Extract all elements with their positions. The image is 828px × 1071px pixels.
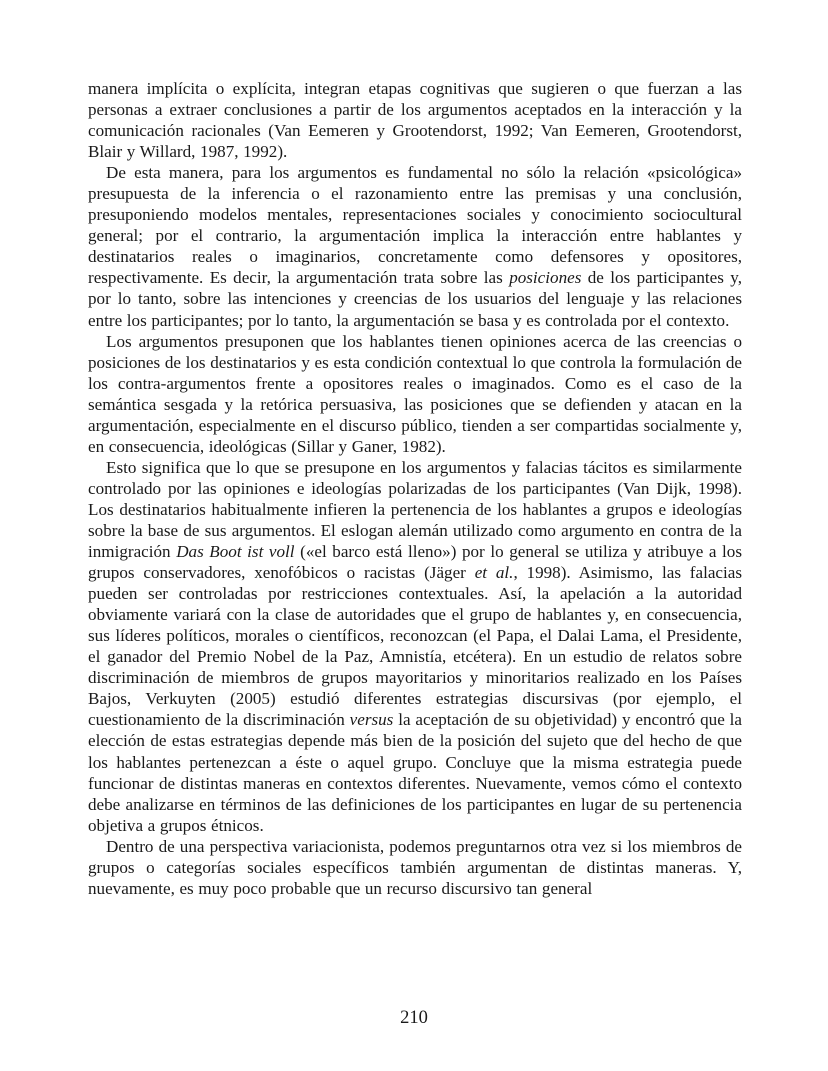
- paragraph: [88, 331, 742, 457]
- text-run: la aceptación de su objetividad) y encontró que la elección de estas estrategias depende más bien de la posición del sujeto que del hecho de que los hablantes pertenezcan a éste o aquel grupo. Concluye que la misma estrategia puede funcionar de distintas maneras en contextos diferentes. Nuevamente, vemos cómo el contexto debe analizarse en términos de las definiciones de los participantes en lugar de su pertenencia objetiva a grupos étnicos.: [88, 710, 743, 835]
- italic-text-run: et al.: [474, 563, 514, 583]
- paragraph: [88, 457, 742, 836]
- text-run: de los participantes y, por lo tanto, sobre las intenciones y creencias de los usuarios del lenguaje y las relaciones entre los participantes; por lo tanto, la argumentación se basa y es controlada por el contexto.: [88, 268, 742, 330]
- text-run: Dentro de una perspectiva variacionista, podemos preguntarnos otra vez si los miembros de grupos o categorías sociales específicos también argumentan de distintas maneras. Y, nuevamente, es muy poco probable que un recurso discursivo tan general: [88, 836, 742, 898]
- page-number: 210: [400, 1008, 428, 1028]
- text-run: De esta manera, para los argumentos es fundamental no sólo la relación «psicológica» presupuesta de la inferencia o el razonamiento entre las premisas y una conclusión, presuponiendo modelos mentales, representaciones sociales y conocimiento sociocultural general; por el contrario, la argumentación implica la interacción entre hablantes y destinatarios reales o imaginarios, concretamente como defensores y opositores, respectivamente. Es decir, la argumentación trata sobre las: [88, 163, 742, 288]
- text-run: , 1998). Asimismo, las falacias pueden ser controladas por restricciones contextuales. Así, la apelación a la autoridad obviamente variará con la clase de autoridades que el grupo de hablantes y, en consecuencia, sus líderes políticos, morales o científicos, reconozcan (el Papa, el Dalai Lama, el Presidente, el ganador del Premio Nobel de la Paz, Amnistía, etcétera). En un estudio de relatos sobre discriminación de miembros de grupos mayoritarios y minoritarios realizado en los Países Bajos, Verkuyten (2005) estudió diferentes estrategias discursivas (por ejemplo, el cuestionamiento de la discriminación: [88, 563, 742, 730]
- text-run: Esto significa que lo que se presupone en los argumentos y falacias tácitos es similarmente controlado por las opiniones e ideologías polarizadas de los participantes (Van Dijk, 1998). Los destinatarios habitualmente infieren la pertenencia de los hablantes a grupos e ideologías sobre la base de sus argumentos. El eslogan alemán utilizado como argumento en contra de la inmigración: [88, 457, 742, 562]
- text-run: Los argumentos presuponen que los hablantes tienen opiniones acerca de las creencias o posiciones de los destinatarios y es esta condición contextual lo que controla la formulación de los contra-argumentos frente a opositores reales o imaginados. Como es el caso de la semántica sesgada y la retórica persuasiva, las posiciones que se defienden y atacan en la argumentación, especialmente en el discurso público, tienden a ser compartidas socialmente y, en consecuencia, ideológicas (Sillar y Ganer, 1982).: [88, 331, 742, 456]
- italic-text-run: versus: [349, 710, 394, 730]
- italic-text-run: posiciones: [509, 268, 582, 288]
- text-run: manera implícita o explícita, integran etapas cognitivas que sugieren o que fuerzan a las personas a extraer conclusiones a partir de los argumentos aceptados en la interacción y la comunicación racionales (Van Eemeren y Grootendorst, 1992; Van Eemeren, Grootendorst, Blair y Willard, 1987, 1992).: [88, 79, 742, 162]
- italic-text-run: Das Boot ist voll: [176, 542, 295, 562]
- body-text-column: [88, 78, 742, 899]
- text-run: («el barco está lleno») por lo general se utiliza y atribuye a los grupos conservadores, xenofóbicos o racistas (Jäger: [88, 542, 743, 583]
- paragraph: [88, 836, 742, 899]
- paragraph: [88, 162, 742, 330]
- paragraph: [88, 78, 742, 162]
